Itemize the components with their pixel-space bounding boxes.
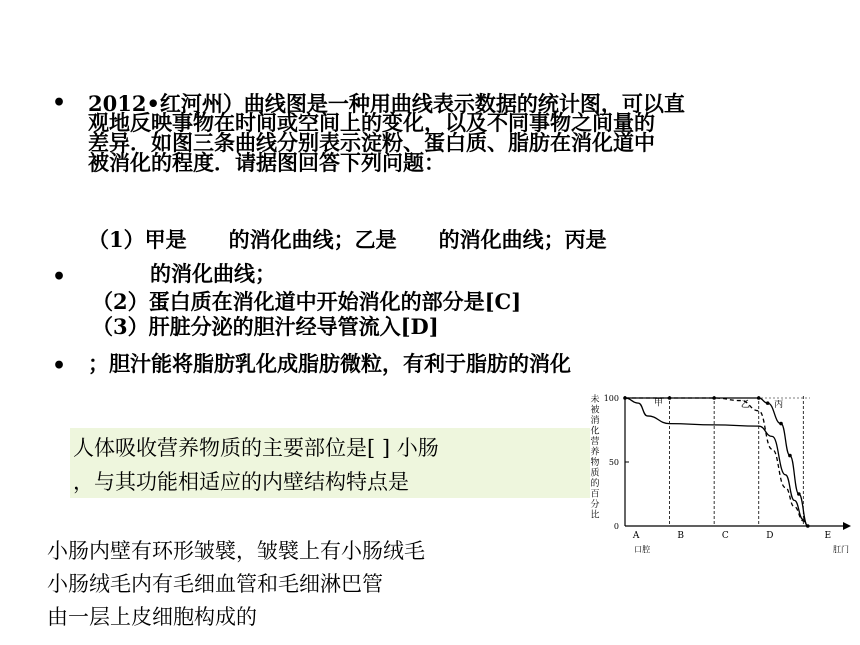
- x-axis-arrow: [843, 522, 851, 530]
- series-point: [623, 396, 627, 400]
- x-section-label: A: [632, 531, 640, 541]
- x-section-label: D: [766, 531, 774, 541]
- x-section-sublabel: 口腔: [634, 545, 651, 554]
- y-tick-label: 100: [603, 394, 619, 403]
- answer-line: 小肠绒毛内有毛细血管和毛细淋巴管: [47, 572, 383, 596]
- y-label-char: 化: [590, 426, 600, 437]
- y-label-char: 未: [590, 395, 600, 405]
- question-line: 被消化的程度．请据图回答下列问题：: [88, 150, 445, 175]
- series-point: [766, 401, 770, 405]
- x-section-label: E: [824, 531, 832, 541]
- y-label-char: 的: [590, 479, 600, 489]
- y-label-char: 营: [590, 437, 600, 447]
- y-tick-label: 0: [613, 522, 619, 531]
- question-3-text-cont: ；胆汁能将脂肪乳化成脂肪微粒，有利于脂肪的消化: [88, 351, 571, 376]
- y-label-char: 养: [590, 447, 600, 458]
- question-1-text: （1）甲是 的消化曲线；乙是 的消化曲线；丙是: [88, 227, 607, 252]
- highlight-line: ，与其功能相适应的内壁结构特点是: [73, 470, 409, 494]
- y-label-char: 质: [590, 468, 600, 479]
- digestion-chart: [585, 388, 857, 568]
- series-line-1: [625, 398, 808, 526]
- series-label: 丙: [774, 399, 784, 410]
- series-point: [712, 396, 716, 400]
- series-point: [779, 422, 783, 426]
- answer-line: 小肠内壁有环形皱襞，皱襞上有小肠绒毛: [47, 539, 425, 563]
- series-point: [757, 396, 761, 400]
- question-line: 观地反映事物在时间或空间上的变化，以及不同事物之间量的: [88, 110, 655, 135]
- x-section-sublabel: 肛门: [833, 545, 849, 554]
- y-tick-label: 50: [608, 458, 619, 467]
- question-line: 2012•红河州）曲线图是一种用曲线表示数据的统计图，可以直: [88, 91, 685, 116]
- y-label-char: 百: [590, 489, 600, 500]
- answer-line: 由一层上皮细胞构成的: [47, 605, 257, 629]
- series-point: [788, 454, 792, 458]
- question-2-text: （2）蛋白质在消化道中开始消化的部分是[C]: [92, 289, 522, 314]
- question-1-text-cont: 的消化曲线；: [150, 261, 276, 286]
- bullet-point: •: [52, 90, 67, 116]
- series-label: 乙: [740, 399, 750, 410]
- x-section-label: C: [721, 531, 729, 541]
- series-point: [668, 396, 672, 400]
- series-label: 甲: [653, 398, 663, 409]
- series-point: [797, 492, 801, 496]
- y-label-char: 被: [590, 405, 600, 416]
- highlight-line: 人体吸收营养物质的主要部位是[ ] 小肠: [73, 436, 439, 460]
- bullet-point: •: [52, 353, 67, 379]
- y-axis-label: [590, 393, 599, 521]
- x-section-label: B: [677, 531, 685, 541]
- y-label-char: 分: [590, 500, 600, 510]
- bullet-point: •: [52, 264, 67, 290]
- question-line: 差异．如图三条曲线分别表示淀粉、蛋白质、脂肪在消化道中: [88, 130, 655, 155]
- y-label-char: 比: [590, 510, 600, 521]
- question-3-text: （3）肝脏分泌的胆汁经导管流入[D]: [92, 314, 439, 339]
- y-label-char: 物: [590, 458, 600, 468]
- y-label-char: 消: [590, 416, 600, 426]
- series-point: [806, 524, 810, 528]
